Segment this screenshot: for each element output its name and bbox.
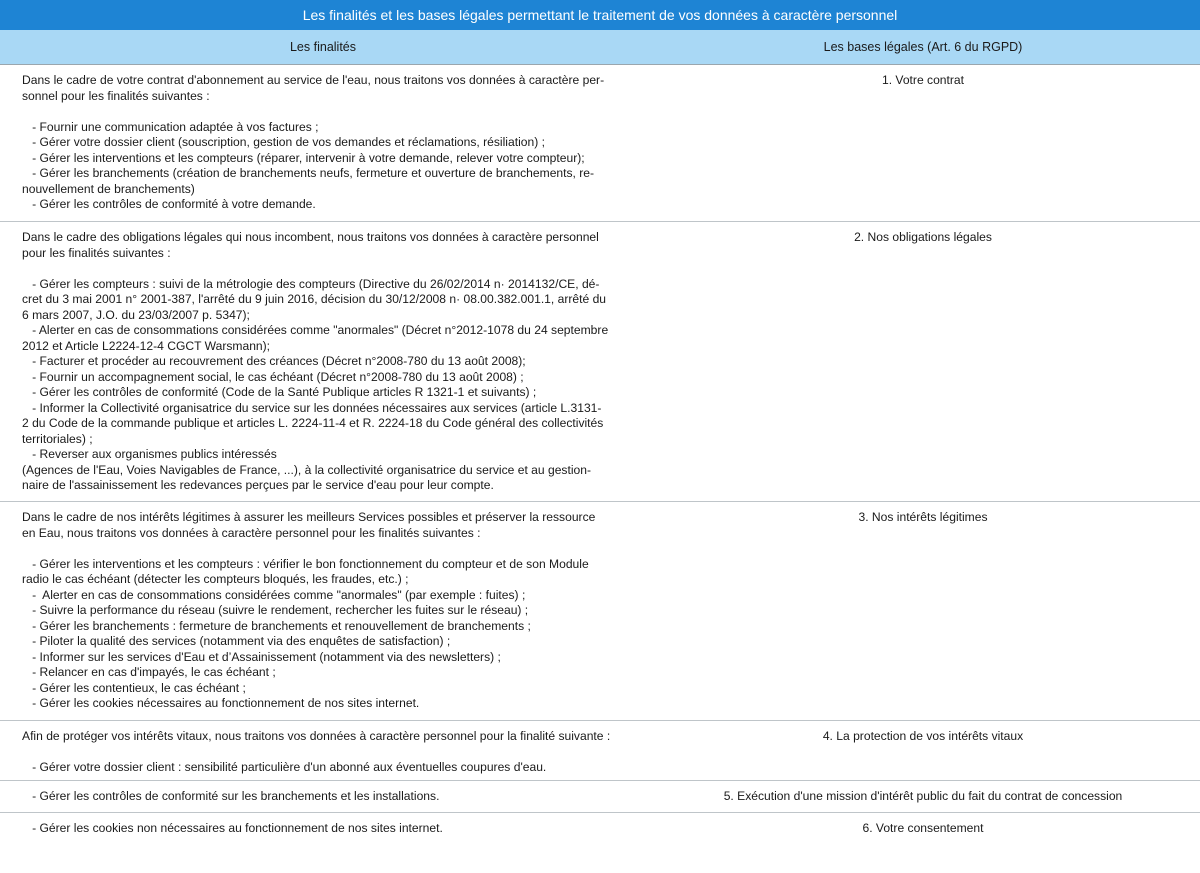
list-item: - Suivre la performance du réseau (suivre le rendement, rechercher les fuites sur le réseau) ; [22,603,529,617]
list-item: naire de l'assainissement les redevances perçues par le service d'eau pour leur compte. [22,478,494,492]
list-item: 2 du Code de la commande publique et articles L. 2224-11-4 et R. 2224-18 du Code général des collectivités [22,416,604,430]
list-item: - Gérer les contrôles de conformité sur les branchements et les installations. [22,789,440,803]
list-item: - Reverser aux organismes publics intéressés [22,447,277,461]
intro-line: pour les finalités suivantes : [22,245,171,260]
list-item: - Fournir une communication adaptée à vos factures ; [22,119,319,134]
list-item: radio le cas échéant (détecter les compteurs bloqués, les fraudes, etc.) ; [22,572,409,586]
list-item: - Gérer votre dossier client : sensibilité particulière d'un abonné aux éventuelles coupures d'eau. [22,760,547,774]
base-legale-cell: 6. Votre consentement [862,821,984,835]
intro-line: Dans le cadre des obligations légales qui nous incombent, nous traitons vos données à caractère personnel [22,230,599,244]
list-item: territoriales) ; [22,431,93,446]
list-item: - Gérer les interventions et les compteurs (réparer, intervenir à votre demande, relever votre compteur); [22,150,585,165]
table-row [0,721,1200,781]
list-item: 6 mars 2007, J.O. du 23/03/2007 p. 5347); [22,307,250,322]
list-item: - Gérer les cookies nécessaires au fonctionnement de nos sites internet. [22,696,420,710]
list-item: - Gérer les compteurs : suivi de la métrologie des compteurs (Directive du 26/02/2014 n· 2014132/CE, dé- [22,276,600,291]
table-row [0,65,1200,222]
base-legale-cell: 5. Exécution d'une mission d'intérêt public du fait du contrat de concession [723,789,1123,803]
base-legale-cell: 4. La protection de vos intérêts vitaux [822,729,1024,743]
list-item: - Alerter en cas de consommations considérées comme "anormales" (par exemple : fuites) ; [22,587,526,602]
finalites-cell [0,502,646,720]
base-legale-cell: 3. Nos intérêts légitimes [858,510,988,524]
intro-line: Dans le cadre de nos intérêts légitimes à assurer les meilleurs Services possibles et préserver la ressource [22,510,596,524]
list-item: - Informer la Collectivité organisatrice du service sur les données nécessaires aux services (article L.3131- [22,400,602,415]
table-title: Les finalités et les bases légales permettant le traitement de vos données à caractère personnel [0,0,1200,30]
intro-line: en Eau, nous traitons vos données à caractère personnel pour les finalités suivantes : [22,525,481,540]
list-item: - Informer sur les services d'Eau et d’Assainissement (notamment via des newsletters) ; [22,649,501,664]
base-legale-cell: 2. Nos obligations légales [854,230,992,244]
list-item: - Gérer les contrôles de conformité à votre demande. [22,197,316,211]
list-item: cret du 3 mai 2001 n° 2001-387, l'arrêté du 9 juin 2016, décision du 30/12/2008 n· 08.00.382.001.1, arrêté du [22,292,607,306]
list-item: - Gérer les interventions et les compteurs : vérifier le bon fonctionnement du compteur et de son Module [22,556,589,571]
list-item: 2012 et Article L2224-12-4 CGCT Warsmann); [22,338,271,353]
finalites-cell [0,721,646,780]
list-item: - Facturer et procéder au recouvrement des créances (Décret n°2008-780 du 13 août 2008); [22,354,526,368]
intro-line: Afin de protéger vos intérêts vitaux, nous traitons vos données à caractère personnel pour la finalité suivante : [22,729,611,743]
table-row [0,502,1200,721]
list-item: - Gérer les branchements : fermeture de branchements et renouvellement de branchements ; [22,618,531,633]
list-item: - Gérer les contentieux, le cas échéant ; [22,680,246,695]
list-item: - Piloter la qualité des services (notamment via des enquêtes de satisfaction) ; [22,634,451,648]
table-row [0,781,1200,813]
finalites-cell [0,781,646,812]
base-legale-cell: 1. Votre contrat [881,73,965,87]
list-item: - Fournir un accompagnement social, le cas échéant (Décret n°2008-780 du 13 août 2008) ; [22,369,524,384]
header-bases-legales: Les bases légales (Art. 6 du RGPD) [823,40,1023,54]
finalites-cell [0,222,646,501]
finalites-cell [0,65,646,221]
list-item: - Gérer votre dossier client (souscription, gestion de vos demandes et réclamations, résiliation) ; [22,135,545,149]
table-row [0,222,1200,502]
list-item: - Alerter en cas de consommations considérées comme "anormales" (Décret n°2012-1078 du 24 septembre [22,323,609,337]
intro-line: Dans le cadre de votre contrat d'abonnement au service de l'eau, nous traitons vos données à caractère per- [22,73,605,87]
list-item: (Agences de l'Eau, Voies Navigables de France, ...), à la collectivité organisatrice du service et au gestion- [22,462,591,477]
list-item: - Gérer les cookies non nécessaires au fonctionnement de nos sites internet. [22,821,443,835]
table-header [0,30,1200,65]
list-item: - Gérer les contrôles de conformité (Code de la Santé Publique articles R 1321-1 et suivants) ; [22,385,537,399]
list-item: - Gérer les branchements (création de branchements neufs, fermeture et ouverture de branchements, re- [22,166,595,180]
list-item: nouvellement de branchements) [22,181,195,196]
list-item: - Relancer en cas d'impayés, le cas échéant ; [22,665,276,679]
header-finalites: Les finalités [289,40,356,54]
table-row [0,813,1200,853]
intro-line: sonnel pour les finalités suivantes : [22,88,210,103]
finalites-cell [0,813,646,853]
